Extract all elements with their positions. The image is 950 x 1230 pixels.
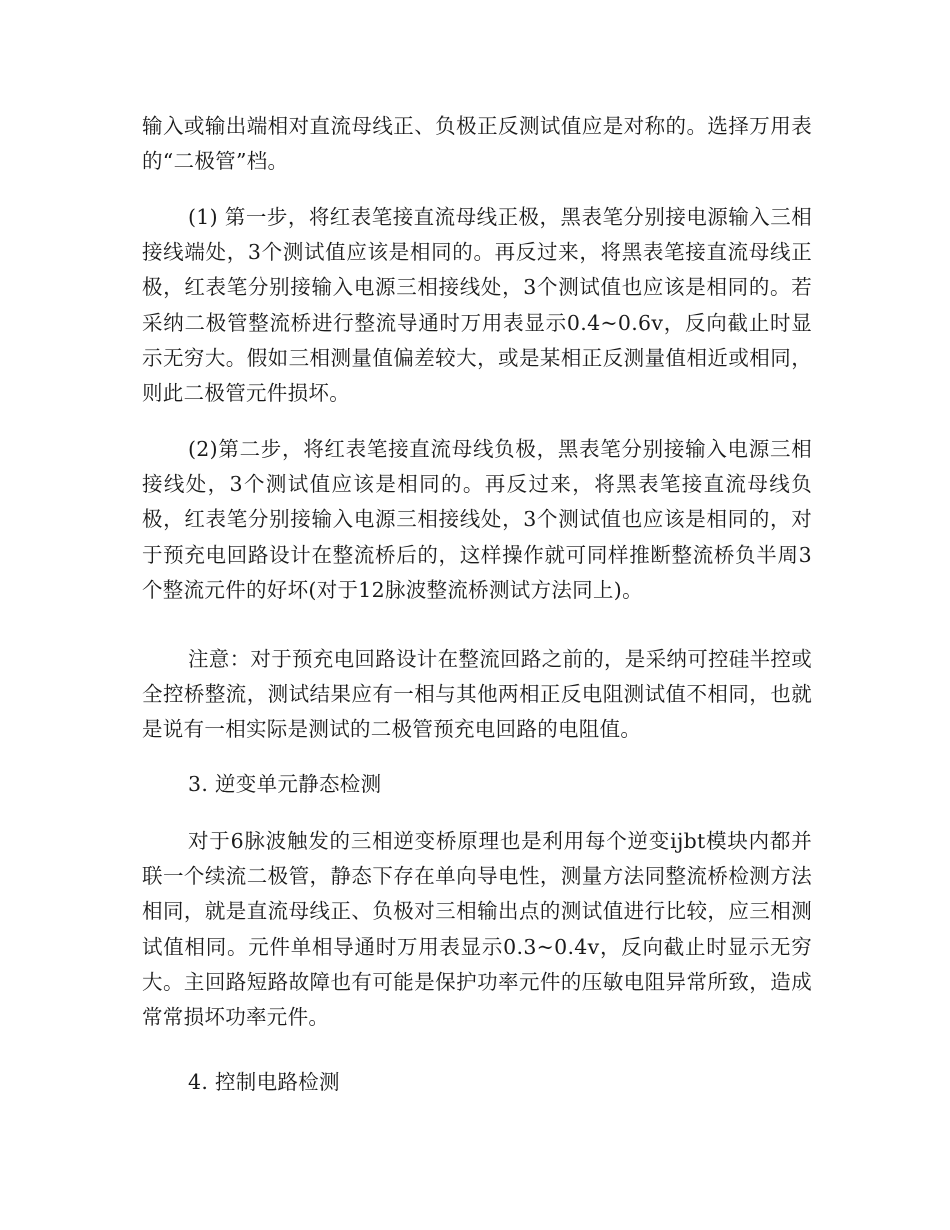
section-heading-4: 4. 控制电路检测 [188,1070,340,1094]
paragraph-note: 注意：对于预充电回路设计在整流回路之前的，是采纳可控硅半控或全控桥整流，测试结果应有一相与其他两相正反电阻测试值不相同，也就是说有一相实际是测试的二极管预充电回路的电阻值。 [142,647,812,742]
paragraph-inverter: 对于6脉波触发的三相逆变桥原理也是利用每个逆变ijbt模块内都并联一个续流二极管，静态下存在单向导电性，测量方法同整流桥检测方法相同，就是直流母线正、负极对三相输出点的测试值进行比较，应三相测试值相同。元件单相导通时万用表显示0.3~0.4v，反向截止时显示无穷大。主回路短路故障也有可能是保护功率元件的压敏电阻异常所致，造成常常损坏功率元件。 [142,829,812,1030]
section-heading-3: 3. 逆变单元静态检测 [188,772,382,796]
paragraph-step-2: (2)第二步，将红表笔接直流母线负极，黑表笔分别接输入电源三相接线处，3个测试值应该是相同的。再反过来，将黑表笔接直流母线负极，红表笔分别接输入电源三相接线处，3个测试值也应该是相同的，对于预充电回路设计在整流桥后的，这样操作就可同样推断整流桥负半周3个整流元件的好坏(对于12脉波整流桥测试方法同上)。 [142,437,812,602]
paragraph-intro: 输入或输出端相对直流母线正、负极正反测试值应是对称的。选择万用表的“二极管”档。 [142,114,812,174]
paragraph-step-1: (1) 第一步，将红表笔接直流母线正极，黑表笔分别接电源输入三相接线端处，3个测试值应该是相同的。再反过来，将黑表笔接直流母线正极，红表笔分别接输入电源三相接线处，3个测试值也应该是相同的。若采纳二极管整流桥进行整流导通时万用表显示0.4~0.6v，反向截止时显示无穷大。假如三相测量值偏差较大，或是某相正反测量值相近或相同，则此二极管元件损坏。 [142,205,812,406]
